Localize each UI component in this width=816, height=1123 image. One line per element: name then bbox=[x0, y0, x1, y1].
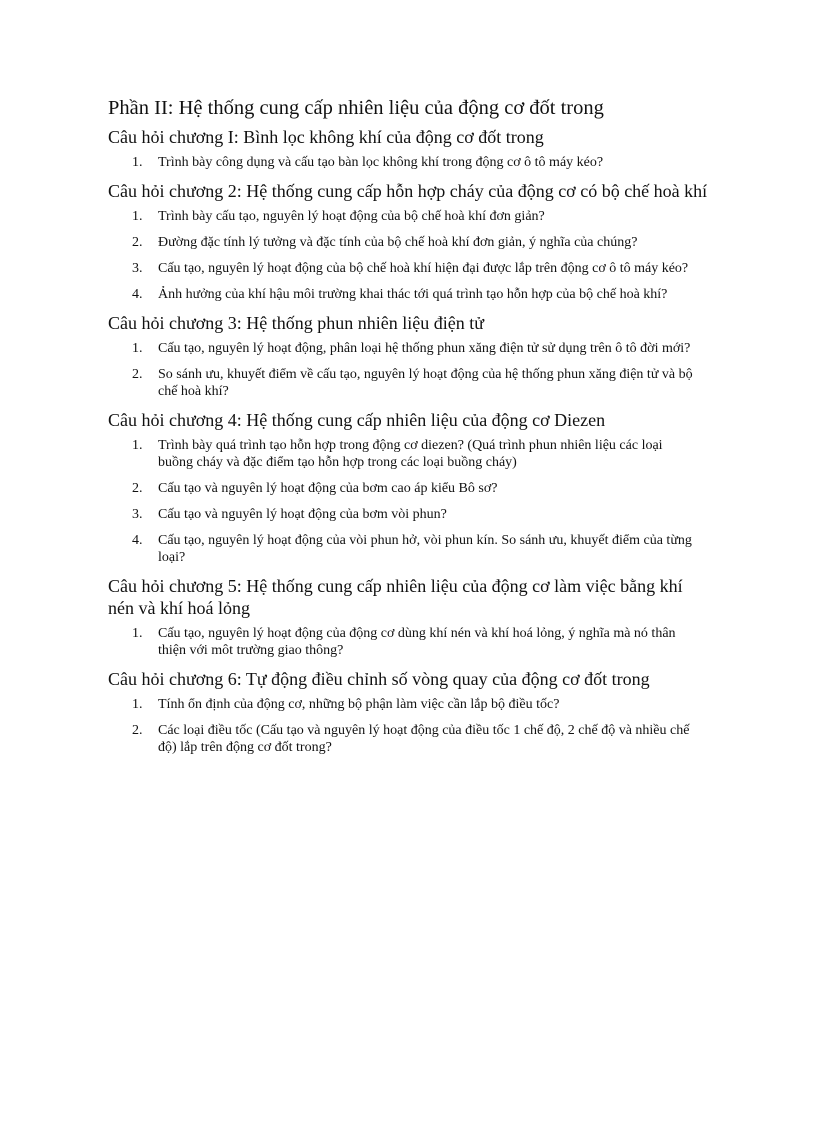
question-item bbox=[108, 260, 700, 277]
question-item bbox=[108, 696, 700, 713]
chapter-4 bbox=[108, 409, 708, 566]
question-number: 2. bbox=[132, 723, 143, 738]
question-number: 4. bbox=[132, 287, 143, 302]
question-item bbox=[108, 154, 700, 171]
question-text: Cấu tạo và nguyên lý hoạt động của bơm vòi phun? bbox=[158, 507, 447, 522]
chapter-title: Câu hỏi chương 5: Hệ thống cung cấp nhiên liệu của động cơ làm việc bằng khí nén và khí hoá lỏng bbox=[108, 576, 683, 618]
chapter-title: Câu hỏi chương 3: Hệ thống phun nhiên liệu điện tử bbox=[108, 313, 484, 333]
question-list bbox=[108, 696, 708, 756]
document-page bbox=[108, 94, 708, 765]
question-number: 2. bbox=[132, 367, 143, 382]
chapter-6 bbox=[108, 668, 708, 756]
question-item bbox=[108, 208, 700, 225]
chapter-title: Câu hỏi chương 2: Hệ thống cung cấp hỗn hợp cháy của động cơ có bộ chế hoà khí bbox=[108, 181, 708, 201]
question-text: Trình bày quá trình tạo hỗn hợp trong động cơ diezen? (Quá trình phun nhiên liệu các loại buồng cháy và đặc điểm tạo hỗn hợp trong các loại buồng cháy) bbox=[158, 438, 663, 470]
question-text: Cấu tạo và nguyên lý hoạt động của bơm cao áp kiểu Bô sơ? bbox=[158, 481, 498, 496]
question-text: So sánh ưu, khuyết điểm về cấu tạo, nguyên lý hoạt động của hệ thống phun xăng điện tử và bộ chế hoà khí? bbox=[158, 367, 693, 399]
question-item bbox=[108, 234, 700, 251]
question-item bbox=[108, 437, 700, 471]
question-text: Trình bày cấu tạo, nguyên lý hoạt động của bộ chế hoà khí đơn giản? bbox=[158, 209, 545, 224]
question-list bbox=[108, 154, 708, 171]
chapter-title: Câu hỏi chương I: Bình lọc không khí của động cơ đốt trong bbox=[108, 127, 544, 147]
chapter-2 bbox=[108, 180, 708, 303]
question-number: 1. bbox=[132, 697, 143, 712]
question-number: 3. bbox=[132, 507, 143, 522]
question-number: 2. bbox=[132, 235, 143, 250]
question-number: 3. bbox=[132, 261, 143, 276]
chapter-title: Câu hỏi chương 4: Hệ thống cung cấp nhiên liệu của động cơ Diezen bbox=[108, 410, 606, 430]
question-list bbox=[108, 340, 708, 400]
chapter-title: Câu hỏi chương 6: Tự động điều chỉnh số vòng quay của động cơ đốt trong bbox=[108, 669, 650, 689]
question-text: Trình bày công dụng và cấu tạo bàn lọc không khí trong động cơ ô tô máy kéo? bbox=[158, 155, 604, 170]
question-item bbox=[108, 366, 700, 400]
chapter-5 bbox=[108, 575, 708, 659]
question-number: 1. bbox=[132, 155, 143, 170]
question-text: Đường đặc tính lý tưởng và đặc tính của bộ chế hoà khí đơn giản, ý nghĩa của chúng? bbox=[158, 235, 638, 250]
question-number: 1. bbox=[132, 341, 143, 356]
question-item bbox=[108, 286, 700, 303]
question-list bbox=[108, 208, 708, 303]
question-text: Các loại điều tốc (Cấu tạo và nguyên lý hoạt động của điều tốc 1 chế độ, 2 chế độ và nhiều chế độ) lắp trên động cơ đốt trong? bbox=[158, 723, 690, 755]
question-list bbox=[108, 437, 708, 566]
question-item bbox=[108, 340, 700, 357]
part-title: Phần II: Hệ thống cung cấp nhiên liệu của động cơ đốt trong bbox=[108, 97, 604, 119]
question-text: Cấu tạo, nguyên lý hoạt động của vòi phun hở, vòi phun kín. So sánh ưu, khuyết điểm của từng loại? bbox=[158, 533, 692, 565]
question-item bbox=[108, 480, 700, 497]
chapter-3 bbox=[108, 312, 708, 400]
chapter-1 bbox=[108, 126, 708, 171]
question-list bbox=[108, 625, 708, 659]
question-text: Tính ổn định của động cơ, những bộ phận làm việc cần lắp bộ điều tốc? bbox=[158, 697, 560, 712]
question-text: Cấu tạo, nguyên lý hoạt động của bộ chế hoà khí hiện đại được lắp trên động cơ ô tô máy kéo? bbox=[158, 261, 689, 276]
question-text: Ảnh hưởng của khí hậu môi trường khai thác tới quá trình tạo hỗn hợp của bộ chế hoà khí? bbox=[158, 287, 668, 302]
question-number: 1. bbox=[132, 438, 143, 453]
question-number: 1. bbox=[132, 626, 143, 641]
question-number: 4. bbox=[132, 533, 143, 548]
question-number: 2. bbox=[132, 481, 143, 496]
question-item bbox=[108, 506, 700, 523]
question-item bbox=[108, 722, 700, 756]
question-text: Cấu tạo, nguyên lý hoạt động, phân loại hệ thống phun xăng điện tử sử dụng trên ô tô đời mới? bbox=[158, 341, 691, 356]
question-item bbox=[108, 625, 700, 659]
question-text: Cấu tạo, nguyên lý hoạt động của động cơ dùng khí nén và khí hoá lỏng, ý nghĩa mà nó thân thiện với môt trường giao thông? bbox=[158, 626, 676, 658]
question-item bbox=[108, 532, 700, 566]
question-number: 1. bbox=[132, 209, 143, 224]
